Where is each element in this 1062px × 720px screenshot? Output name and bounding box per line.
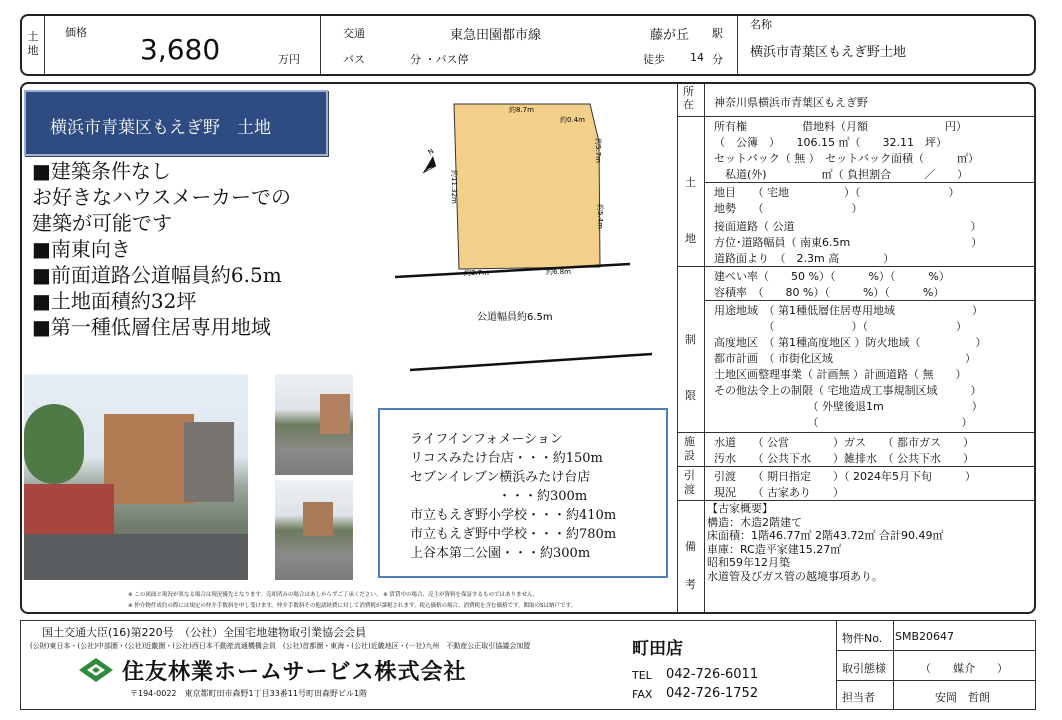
feature-line: ■前面道路公道幅員約6.5m xyxy=(32,263,282,287)
note-line: ※ 仲介物件成約の際には規定の仲介手数料を申し受けます。仲介手数料その他諸経費に対して消費税が課税されます。税込価格の場合、消費税を含む価格です。閲取のSは納戸です。 xyxy=(128,603,577,609)
tel-number: 042-726-6011 xyxy=(666,667,759,682)
bus-detail: 分 ・バス停 xyxy=(410,53,469,66)
dim-top-right: 約0.4m xyxy=(560,116,585,124)
fax-number: 042-726-1752 xyxy=(666,686,759,701)
price-value: 3,680 xyxy=(140,33,221,66)
limit-row: （ ） xyxy=(714,416,973,429)
limit-row: 用途地域 （ 第1種低層住居専用地域 ） xyxy=(714,304,983,317)
banner-text: 横浜市青葉区もえぎ野 土地 xyxy=(50,118,271,138)
price-unit: 万円 xyxy=(278,53,300,66)
remarks-line: 昭和59年12月築 xyxy=(707,556,790,569)
dim-left: 約11.32m xyxy=(450,170,458,204)
remarks-text xyxy=(707,502,943,583)
staff-label: 担当者 xyxy=(842,691,875,704)
north-arrow-icon xyxy=(423,147,436,173)
feature-line: ■南東向き xyxy=(32,237,131,261)
disclaimer-notes xyxy=(128,590,676,612)
limit-row: （ ）（ ） xyxy=(714,320,967,333)
limit-row: 容積率 （ 80 %）（ %）（ %） xyxy=(714,286,945,299)
limit-row: 土地区画整理事業（ 計画無 ）計画道路（ 無 ） xyxy=(714,368,967,381)
feature-line: ■第一種低層住居専用地域 xyxy=(32,315,271,339)
remarks-line: 床面積：1階46.77㎡ 2階43.72㎡ 合計90.49㎡ xyxy=(707,529,944,542)
line-name: 東急田園都市線 xyxy=(450,28,542,43)
dim-top: 約8.7m xyxy=(509,106,534,114)
branch-name: 町田店 xyxy=(632,639,683,659)
license-text: 国土交通大臣(16)第220号 （公社）全国宅地建物取引業協会会員 xyxy=(42,626,367,639)
land-label: 土 地 xyxy=(685,176,696,245)
limit-label: 制 限 xyxy=(685,333,696,402)
deal-value: （ 媒介 ） xyxy=(920,662,1008,675)
limit-row: 建ぺい率（ 50 %）（ %）（ %） xyxy=(714,270,950,283)
dim-right-upper: 約5.7m xyxy=(594,138,602,163)
remarks-label: 備 考 xyxy=(685,540,696,591)
note-line: ※ この図面と現況が異なる場合は現況優先となります。売却済みの場合はあしからずご了承ください。 ※ 賃貸中の場合、売主が資料を保証するものではありません。 xyxy=(128,592,539,598)
staff-name: 安岡 哲朗 xyxy=(935,691,990,704)
handover-label: 引 渡 xyxy=(684,469,695,496)
land-row: 地勢 （ ） xyxy=(714,202,863,215)
facility-row: 水道 （ 公営 ）ガス （ 都市ガス ） xyxy=(714,436,974,449)
title-banner xyxy=(24,90,328,156)
life-info-line: 上谷本第二公園・・・約300m xyxy=(410,546,591,561)
company-logo-icon xyxy=(78,657,114,683)
land-row: 地目 （ 宅地 ）（ ） xyxy=(714,186,960,199)
bus-label: バス xyxy=(343,53,365,66)
remarks-line: 水道管及びガス管の越境事項あり。 xyxy=(707,569,883,583)
land-row: 方位･道路幅員（ 南東6.5m ） xyxy=(714,236,983,249)
feature-list xyxy=(32,158,291,340)
addr-label: 所 在 xyxy=(683,85,694,111)
name-label: 名称 xyxy=(750,18,772,31)
lot-shape xyxy=(454,104,600,269)
life-info-line: 市立もえぎ野小学校・・・約410m xyxy=(410,508,617,523)
remarks-line: 車庫：RC造平家建15.27㎡ xyxy=(707,542,842,556)
north-mark: N xyxy=(426,147,436,157)
life-info-line: ・・・約300m xyxy=(472,489,588,504)
feature-line: お好きなハウスメーカーでの xyxy=(32,185,291,209)
transport-label: 交通 xyxy=(343,27,365,40)
lot-map xyxy=(390,92,675,382)
land-row: （ 公簿 ） 106.15 ㎡（ 32.11 坪） xyxy=(714,136,947,149)
life-info-line: 市立もえぎ野中学校・・・約780m xyxy=(410,527,617,542)
dim-right-lower: 約5.4m xyxy=(596,204,604,229)
price-label: 価格 xyxy=(65,26,87,39)
land-row: 接面道路（ 公道 ） xyxy=(714,220,982,233)
handover-row: 現況 （ 古家あり ） xyxy=(714,486,844,499)
remarks-line: 構造：木造2階建て xyxy=(707,515,802,529)
street-photo-2 xyxy=(275,480,353,580)
remarks-line: 【古家概要】 xyxy=(707,502,773,515)
limit-row: その他法令上の制限（ 宅地造成工事規制区域 ） xyxy=(714,384,982,397)
station-suffix: 駅 xyxy=(712,27,723,40)
house-photo-main xyxy=(24,374,248,580)
tel-label: TEL xyxy=(632,669,652,682)
company-name: 住友林業ホームサービス株式会社 xyxy=(122,660,467,685)
feature-line: 建築が可能です xyxy=(32,211,172,235)
feature-line: ■建築条件なし xyxy=(32,159,171,183)
land-row: 所有権 借地料（月額 円） xyxy=(714,120,967,133)
road-edge-lower xyxy=(410,354,652,370)
limit-row: 都市計画 （ 市街化区域 ） xyxy=(714,352,976,365)
limit-row: （ 外壁後退1m ） xyxy=(714,400,983,413)
feature-line: ■土地面積約32坪 xyxy=(32,289,197,313)
life-info-line: セブンイレブン横浜みたけ台店 xyxy=(410,470,591,485)
station-name: 藤が丘 xyxy=(650,28,690,43)
life-info-line: リコスみたけ台店・・・約150m xyxy=(410,451,603,466)
associations-text: (公財)東日本・(公社)中部圏・(公社)近畿圏・(公社)西日本不動産流通機構会員 (公社)首都圏・東海・(公社)近畿地区・(一社)九州 不動産公正取引協議会加盟 xyxy=(30,642,531,650)
limit-row: 高度地区 （ 第1種高度地区 ）防火地域（ ） xyxy=(714,336,987,349)
fax-label: FAX xyxy=(632,688,653,701)
address-value: 神奈川県横浜市青葉区もえぎ野 xyxy=(714,96,868,109)
deal-label: 取引態様 xyxy=(842,662,886,675)
land-row: 私道(外) ㎡（ 負担割合 ／ ） xyxy=(714,168,969,181)
walk-minutes: 14 xyxy=(690,51,704,64)
street-photo-1 xyxy=(275,374,353,475)
dim-bottom-right: 約6.8m xyxy=(546,268,571,276)
facility-label: 施 設 xyxy=(684,435,695,462)
walk-unit: 分 xyxy=(712,53,723,66)
land-row: セットバック（ 無 ） セットバック面積（ ㎡） xyxy=(714,152,980,165)
property-name: 横浜市青葉区もえぎ野土地 xyxy=(750,45,907,60)
life-info-box xyxy=(378,408,668,578)
land-row: 道路面より （ 2.3m 高 ） xyxy=(714,252,895,265)
life-info-title: ライフインフォメーション xyxy=(410,432,563,447)
handover-row: 引渡 （ 期日指定 ）（ 2024年5月下旬 ） xyxy=(714,470,976,483)
walk-label: 徒歩 xyxy=(643,53,665,66)
property-no: SMB20647 xyxy=(895,630,955,643)
dim-bottom-left: 約2.7m xyxy=(464,269,489,277)
facility-row: 汚水 （ 公共下水 ）雑排水 （ 公共下水 ） xyxy=(714,452,974,465)
tochi-label: 土 地 xyxy=(27,30,39,57)
company-address: 〒194-0022 東京都町田市森野1丁目33番11号町田森野ビル1階 xyxy=(130,689,368,698)
road-label: 公道幅員約6.5m xyxy=(477,312,553,323)
property-no-label: 物件No. xyxy=(842,632,883,645)
